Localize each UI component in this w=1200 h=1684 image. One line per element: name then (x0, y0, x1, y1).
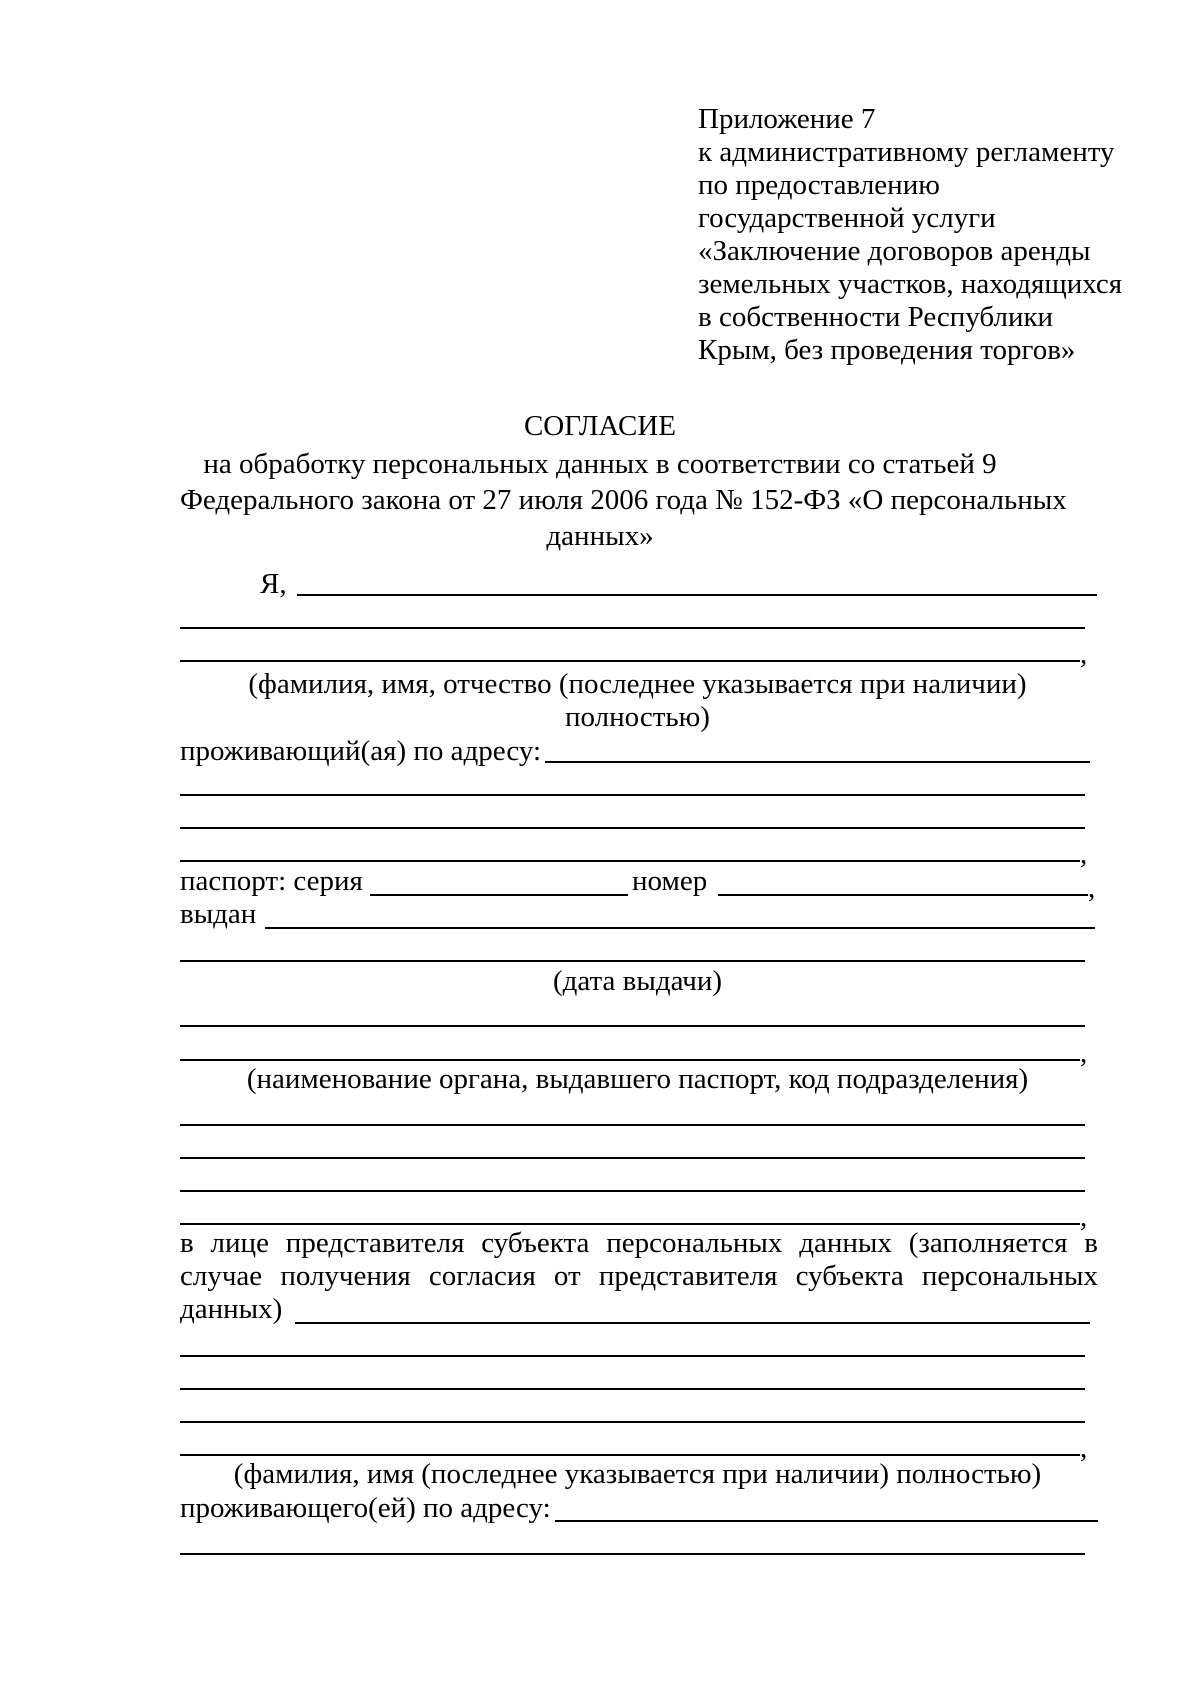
subtitle-line: на обработку персональных данных в соответствии со статьей 9 (203, 448, 997, 480)
passport-series-field[interactable] (370, 894, 628, 896)
comma: , (1080, 1037, 1088, 1069)
document-title: СОГЛАСИЕ (523, 410, 677, 442)
representative-field-line[interactable] (180, 1454, 1080, 1456)
appendix-line: Крым, без проведения торгов» (698, 334, 1076, 366)
comma: , (1080, 1201, 1088, 1233)
appendix-line: в собственности Республики (698, 301, 1054, 333)
extra-field-line[interactable] (180, 1223, 1080, 1225)
issued-label: выдан (180, 898, 257, 930)
fio-field[interactable] (297, 594, 1097, 596)
rep-fio-caption: (фамилия, имя (последнее указывается при наличии) полностью) (233, 1458, 1042, 1490)
passport-series-label: паспорт: серия (180, 865, 363, 897)
appendix-line: земельных участков, находящихся (698, 268, 1123, 300)
issuer-field-line[interactable] (180, 1059, 1080, 1061)
rep-address-field-line[interactable] (180, 1553, 1085, 1555)
extra-field-line[interactable] (180, 1190, 1085, 1192)
passport-number-label: номер (632, 865, 708, 897)
document-subtitle (180, 446, 1067, 554)
appendix-line: государственной услуги (698, 202, 996, 234)
representative-field-line[interactable] (180, 1388, 1085, 1390)
appendix-header (698, 103, 1138, 367)
i-label: Я, (260, 568, 287, 600)
comma: , (1080, 838, 1088, 870)
issuer-field-line[interactable] (180, 1025, 1085, 1027)
fio-caption: (фамилия, имя, отчество (последнее указывается при наличии) (248, 668, 1027, 700)
fio-caption-continued: полностью) (565, 701, 710, 733)
appendix-line: «Заключение договоров аренды (698, 235, 1091, 267)
issued-field[interactable] (265, 927, 1095, 929)
comma: , (1088, 872, 1096, 904)
representative-label: данных) (180, 1293, 283, 1325)
representative-line: в лице представителя субъекта персональных данных (заполняется в (180, 1227, 1098, 1259)
address-field-line[interactable] (180, 827, 1085, 829)
rep-address-label: проживающего(ей) по адресу: (180, 1492, 551, 1524)
representative-line: случае получения согласия от представителя субъекта персональных (180, 1260, 1098, 1292)
fio-field-line[interactable] (180, 660, 1080, 662)
extra-field-line[interactable] (180, 1157, 1085, 1159)
address-field[interactable] (545, 761, 1090, 763)
appendix-line: Приложение 7 (698, 103, 876, 135)
address-field-line[interactable] (180, 794, 1085, 796)
representative-field-line[interactable] (180, 1421, 1085, 1423)
appendix-line: по предоставлению (698, 169, 940, 201)
extra-field-line[interactable] (180, 1124, 1085, 1126)
representative-field-line[interactable] (180, 1355, 1085, 1357)
fio-field-line[interactable] (180, 627, 1085, 629)
issue-date-caption: (дата выдачи) (552, 965, 723, 997)
subtitle-line: данных» (546, 520, 654, 552)
issuer-caption: (наименование органа, выдавшего паспорт, код подразделения) (246, 1063, 1029, 1095)
comma: , (1080, 638, 1088, 670)
issued-field-line[interactable] (180, 960, 1085, 962)
rep-address-field[interactable] (555, 1520, 1098, 1522)
subtitle-line: Федерального закона от 27 июля 2006 года № 152-ФЗ «О персональных (180, 484, 1067, 516)
comma: , (1080, 1432, 1088, 1464)
address-label: проживающий(ая) по адресу: (180, 735, 541, 767)
address-field-line[interactable] (180, 860, 1080, 862)
representative-field[interactable] (295, 1322, 1090, 1324)
passport-number-field[interactable] (718, 894, 1088, 896)
appendix-line: к административному регламенту (698, 136, 1115, 168)
